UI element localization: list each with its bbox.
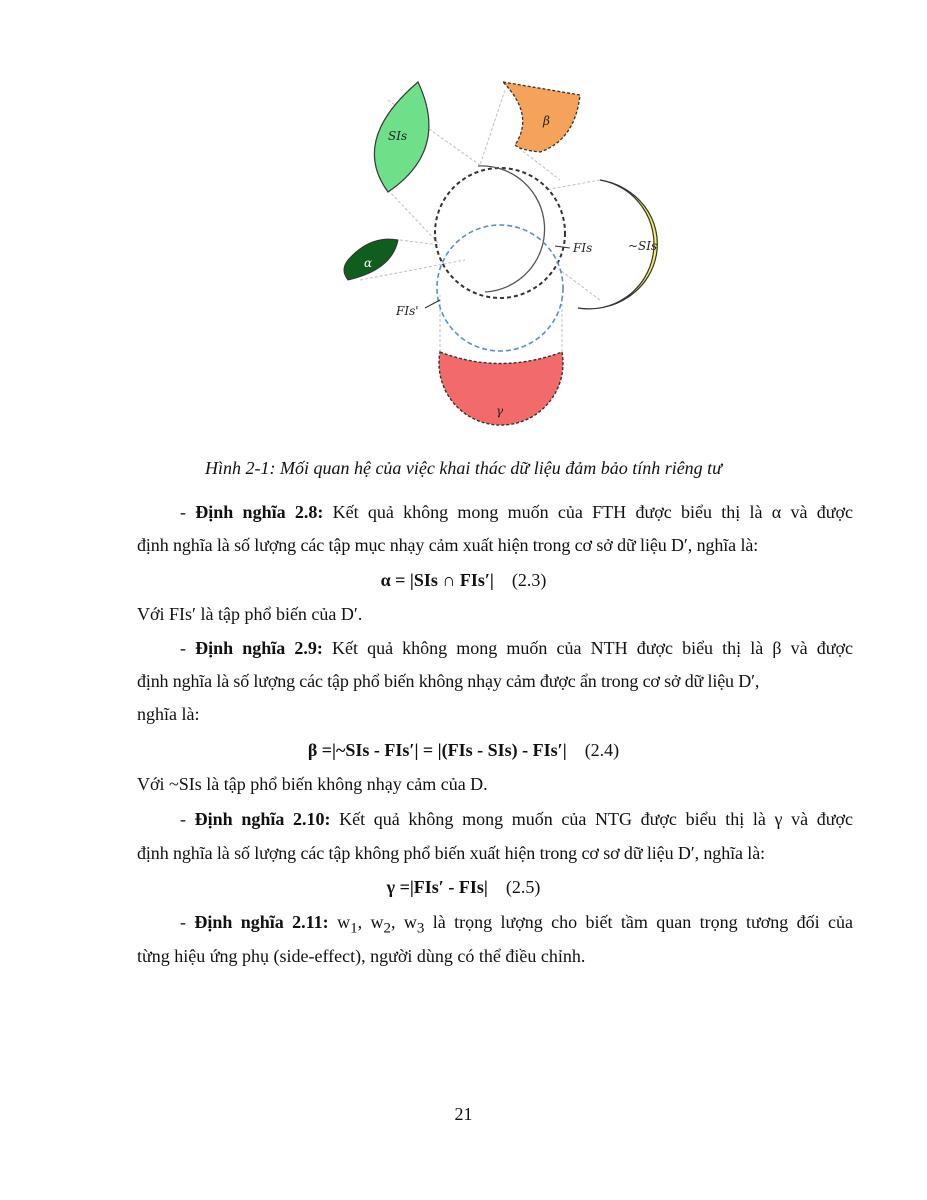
page-number: 21 — [454, 1104, 473, 1124]
figure-caption: Hình 2-1: Mối quan hệ của việc khai thác dữ liệu đảm bảo tính riêng tư — [204, 458, 723, 478]
def28-term: Định nghĩa 2.8: — [195, 502, 324, 522]
venn-diagram — [300, 70, 700, 455]
def28-line2: định nghĩa là số lượng các tập mục nhạy cảm xuất hiện trong cơ sở dữ liệu D′, nghĩa là: — [137, 535, 759, 555]
fis-circle — [435, 168, 565, 298]
def211-line2: từng hiệu ứng phụ (side-effect), người dùng có thể điều chỉnh. — [137, 946, 586, 966]
def210-formula: γ =|FIs′ - FIs| (2.5) — [386, 877, 541, 897]
def211-line1: - Định nghĩa 2.11: $w_1$, $w_2$, $w_3$ là trọng lượng cho biết tầm quan trọng tương đối của — [180, 912, 854, 937]
def210-line1: - Định nghĩa 2.10: Kết quả không mong muốn của NTG được biểu thị là γ và được — [180, 809, 854, 829]
def29-line3: nghĩa là: — [137, 704, 200, 724]
def29-line2: định nghĩa là số lượng các tập phổ biến không nhạy cảm được ẩn trong cơ sở dữ liệu D′, — [137, 671, 760, 691]
beta-label: β — [543, 114, 550, 128]
gamma-label: γ — [496, 404, 504, 418]
fis-label: FIs — [573, 241, 593, 255]
sis-inner-arc — [478, 166, 545, 292]
def210-term: Định nghĩa 2.10: — [194, 809, 331, 829]
def28-line1: - Định nghĩa 2.8: Kết quả không mong muốn của FTH được biểu thị là α và được — [180, 502, 853, 522]
def29-formula: β =|~SIs - FIs′| = |(FIs - SIs) - FIs′| (2.4) — [307, 740, 620, 760]
def210-line2: định nghĩa là số lượng các tập không phổ biến xuất hiện trong cơ sơ dữ liệu D′, nghĩa là: — [137, 843, 765, 863]
fis-prime-pointer — [425, 300, 440, 308]
def211-term: Định nghĩa 2.11: — [194, 912, 329, 932]
alpha-label: α — [364, 256, 373, 270]
fis-prime-label: FIs' — [396, 304, 419, 318]
beta-region — [503, 82, 580, 152]
def28-formula: α = |SIs ∩ FIs′| (2.3) — [380, 570, 547, 590]
fis-prime-circle — [437, 225, 563, 351]
sis-label: SIs — [388, 129, 408, 143]
not-sis-label: ~SIs — [628, 239, 658, 253]
def28-note: Với FIs′ là tập phổ biến của D′. — [137, 604, 363, 624]
def29-line1: - Định nghĩa 2.9: Kết quả không mong muốn của NTH được biểu thị là β và được — [180, 638, 854, 658]
venn-figure — [300, 70, 700, 455]
def29-note: Với ~SIs là tập phổ biến không nhạy cảm của D. — [137, 774, 488, 794]
def29-term: Định nghĩa 2.9: — [195, 638, 323, 658]
